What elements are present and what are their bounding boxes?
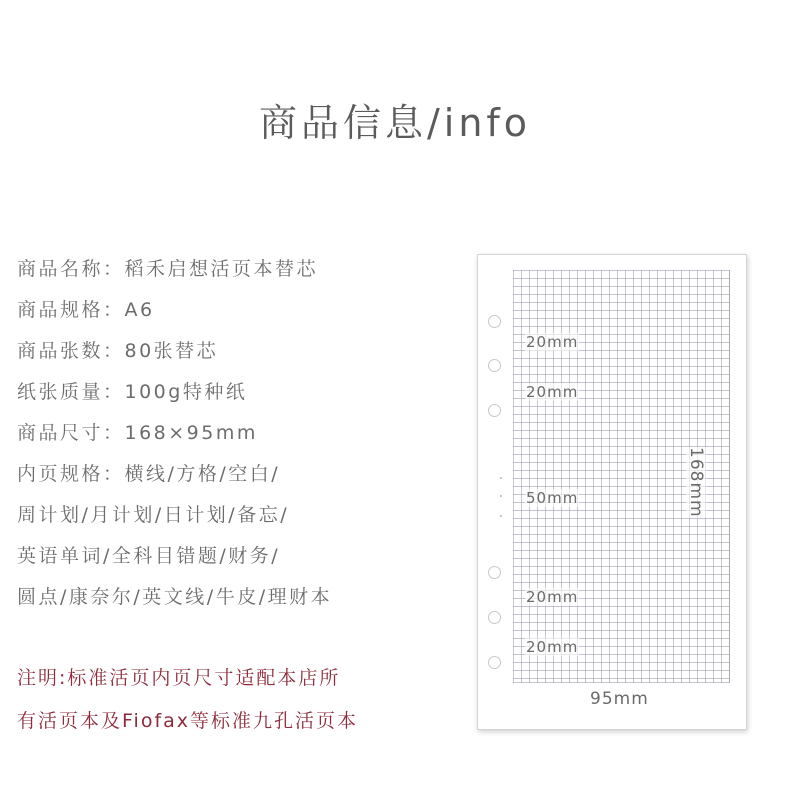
- hole-spacing-label: 50mm: [526, 489, 579, 507]
- spec-inner-pages-line-3: 英语单词/全科目错题/财务/: [17, 545, 281, 567]
- binder-hole: [488, 404, 501, 417]
- hole-marker-dot: [500, 495, 502, 497]
- spec-inner-pages-line-2: 周计划/月计划/日计划/备忘/: [17, 504, 290, 526]
- binder-hole: [488, 656, 501, 669]
- compatibility-note-line-2: 有活页本及Fiofax等标准九孔活页本: [17, 710, 359, 732]
- binder-hole: [488, 359, 501, 372]
- spec-product-name: 商品名称：稻禾启想活页本替芯: [17, 258, 319, 280]
- binder-hole: [488, 315, 501, 328]
- spec-product-size-format: 商品规格：A6: [17, 299, 155, 321]
- spec-paper-weight: 纸张质量：100g特种纸: [17, 381, 248, 403]
- spec-inner-pages-line-4: 圆点/康奈尔/英文线/牛皮/理财本: [17, 586, 333, 608]
- hole-marker-dot: [500, 477, 502, 479]
- compatibility-note: 注明:标准活页内页尺寸适配本店所: [17, 667, 341, 689]
- spec-sheet-count: 商品张数：80张替芯: [17, 340, 219, 362]
- hole-marker-dot: [500, 515, 502, 517]
- binder-hole: [488, 566, 501, 579]
- spec-dimensions: 商品尺寸：168×95mm: [17, 422, 258, 444]
- page-title: 商品信息/info: [258, 101, 532, 145]
- hole-spacing-label: 20mm: [526, 383, 579, 401]
- height-dimension-label: 168mm: [686, 447, 706, 518]
- binder-hole: [488, 611, 501, 624]
- hole-spacing-label: 20mm: [526, 588, 579, 606]
- refill-page-diagram: [477, 254, 747, 730]
- hole-spacing-label: 20mm: [526, 638, 579, 656]
- width-dimension-label: 95mm: [590, 689, 649, 709]
- spec-inner-pages: 内页规格：横线/方格/空白/: [17, 463, 281, 485]
- hole-spacing-label: 20mm: [526, 333, 579, 351]
